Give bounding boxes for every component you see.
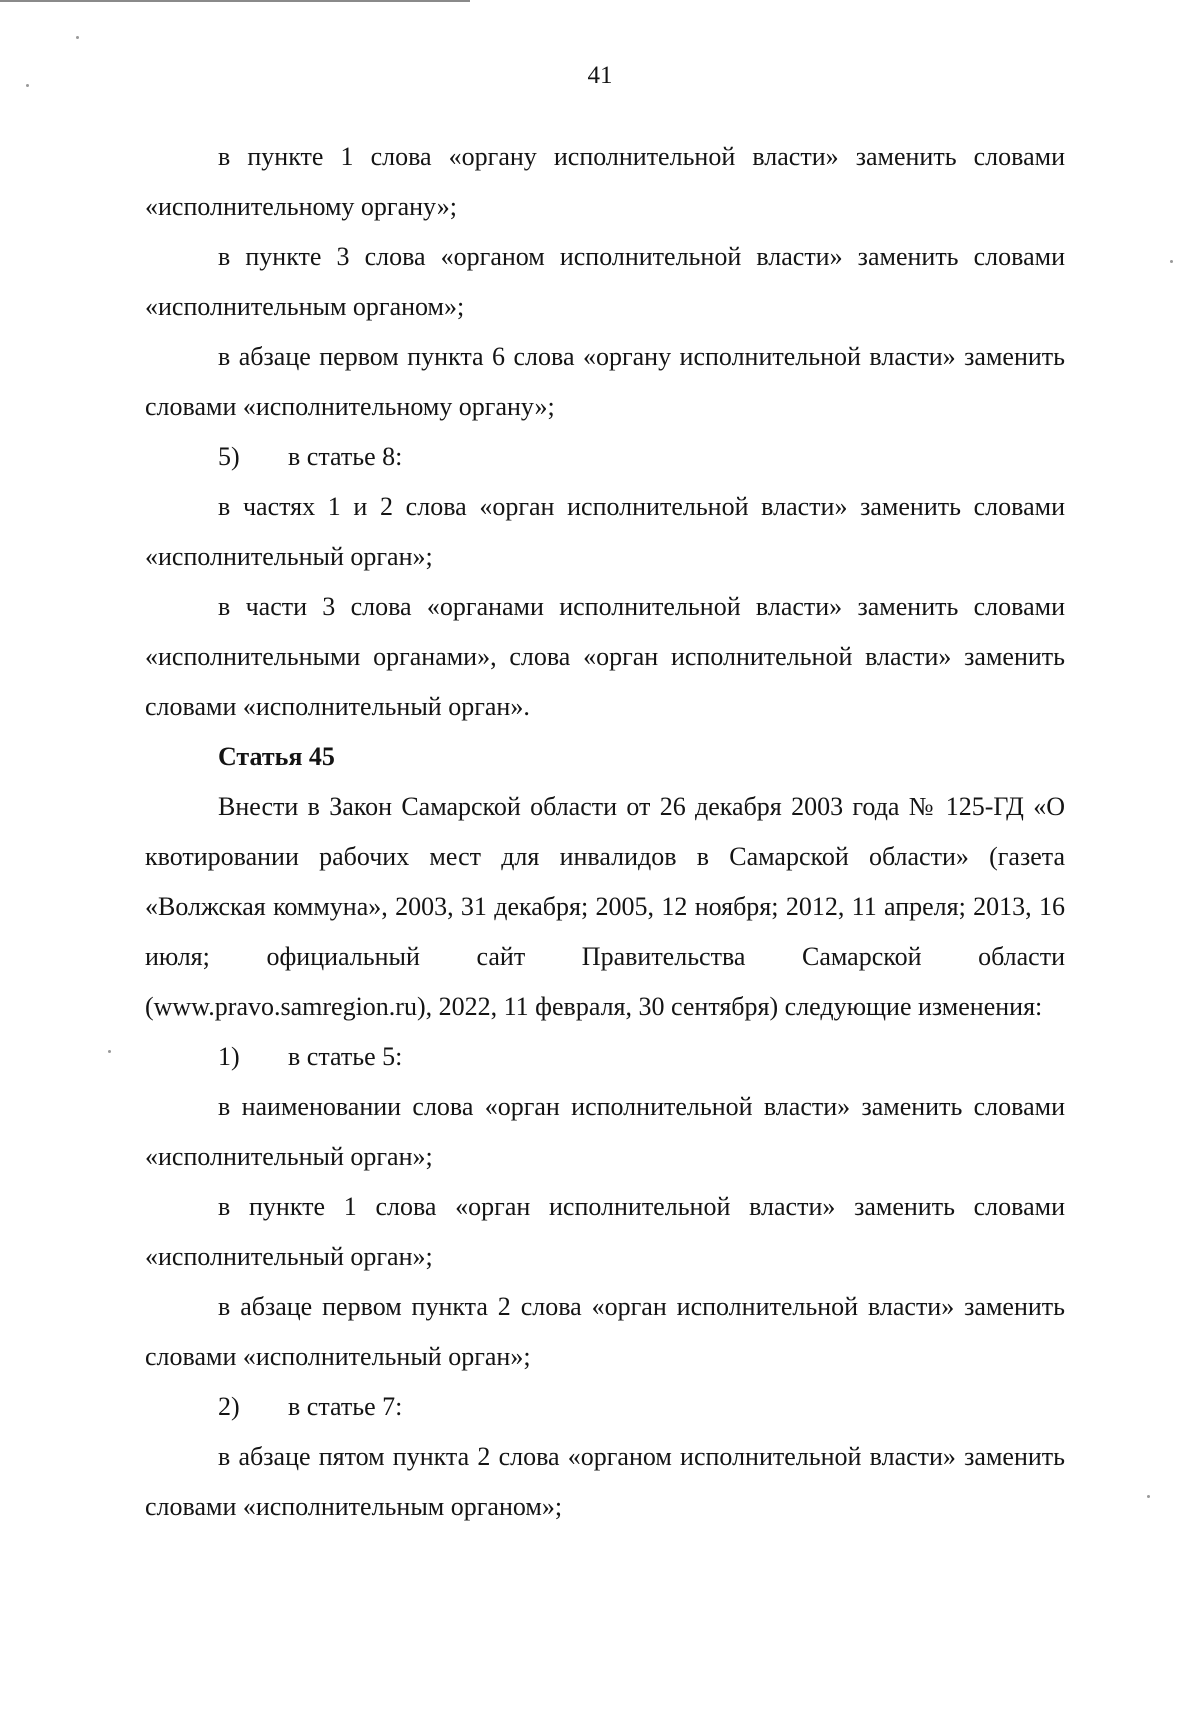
- scan-speck: [76, 36, 79, 39]
- list-item-text: в статье 7:: [288, 1392, 403, 1421]
- list-item-number: 5): [218, 442, 240, 471]
- scan-speck: [1147, 1495, 1150, 1498]
- paragraph: в части 3 слова «органами исполнительной власти» заменить словами «исполнительными органами», слова «орган исполнительной власти» заменить словами «исполнительный орган».: [145, 592, 1065, 721]
- paragraph: Внести в Закон Самарской области от 26 декабря 2003 года № 125-ГД «О квотировании рабочих мест для инвалидов в Самарской области» (газета «Волжская коммуна», 2003, 31 декабря; 2005, 12 ноября; 2012, 11 апреля; 2013, 16 июля; официальный сайт Правительства Самарской области (www.pravo.samregion.ru), 2022, 11 февраля, 30 сентября) следующие изменения:: [145, 792, 1065, 1021]
- paragraph: в пункте 1 слова «органу исполнительной власти» заменить словами «исполнительному органу»;: [145, 142, 1065, 221]
- paragraph: в частях 1 и 2 слова «орган исполнительной власти» заменить словами «исполнительный орган»;: [145, 492, 1065, 571]
- list-item-number: 2): [218, 1392, 240, 1421]
- paragraph: в абзаце первом пункта 6 слова «органу исполнительной власти» заменить словами «исполнительному органу»;: [145, 342, 1065, 421]
- list-item-text: в статье 8:: [288, 442, 403, 471]
- list-item: [145, 432, 1065, 482]
- scan-speck: [1170, 260, 1173, 263]
- page-number: 41: [587, 62, 613, 89]
- list-item: [145, 1032, 1065, 1082]
- scan-speck: [108, 1050, 111, 1053]
- list-item-text: в статье 5:: [288, 1042, 403, 1071]
- paragraph: в абзаце первом пункта 2 слова «орган исполнительной власти» заменить словами «исполнительный орган»;: [145, 1292, 1065, 1371]
- paragraph: в пункте 3 слова «органом исполнительной власти» заменить словами «исполнительным органом»;: [145, 242, 1065, 321]
- list-item: [145, 1382, 1065, 1432]
- scan-edge-line: [0, 0, 470, 2]
- document-body: [145, 132, 1065, 1532]
- list-item-number: 1): [218, 1042, 240, 1071]
- paragraph: в пункте 1 слова «орган исполнительной власти» заменить словами «исполнительный орган»;: [145, 1192, 1065, 1271]
- paragraph: в наименовании слова «орган исполнительной власти» заменить словами «исполнительный орган»;: [145, 1092, 1065, 1171]
- paragraph: в абзаце пятом пункта 2 слова «органом исполнительной власти» заменить словами «исполнительным органом»;: [145, 1442, 1065, 1521]
- article-heading: Статья 45: [218, 742, 335, 771]
